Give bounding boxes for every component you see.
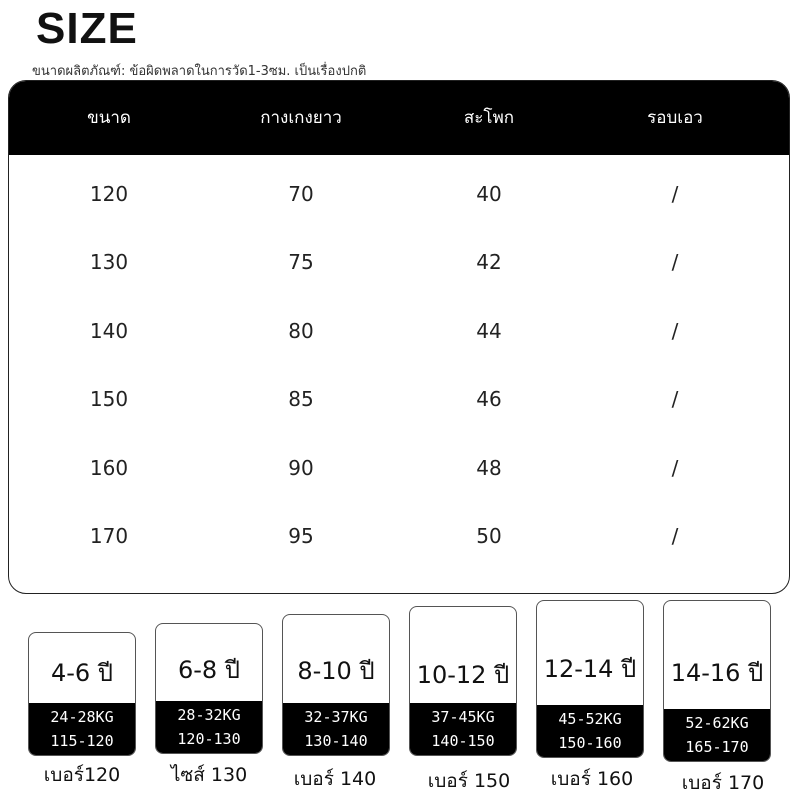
card-age: 8-10 ปี [297,657,375,685]
cell-waist: / [671,319,679,343]
card-height: 150-160 [558,734,622,752]
cell-waist: / [671,456,679,480]
card-weight: 28-32KG [177,706,241,724]
cell-pants-length: 90 [288,456,314,480]
card-spec [29,703,135,755]
card-weight: 45-52KG [558,710,622,728]
cell-hip: 48 [476,456,502,480]
header-size: ขนาด [87,108,131,128]
size-card [155,623,263,754]
card-caption: เบอร์120 [43,764,121,786]
card-caption: เบอร์ 140 [293,768,377,790]
size-card [663,600,771,762]
cell-hip: 42 [476,250,502,274]
card-weight: 24-28KG [50,708,114,726]
table-row [9,365,789,433]
cell-pants-length: 75 [288,250,314,274]
card-age: 12-14 ปี [543,655,637,683]
cell-pants-length: 85 [288,387,314,411]
table-row [9,297,789,365]
card-height: 120-130 [177,730,241,748]
card-spec [664,709,770,761]
table-row [9,502,789,570]
cell-hip: 44 [476,319,502,343]
cell-size: 150 [89,387,129,411]
table-row [9,160,789,228]
card-weight: 52-62KG [685,714,749,732]
card-height: 140-150 [431,732,495,750]
cell-size: 130 [89,250,129,274]
card-age: 14-16 ปี [670,659,764,687]
cell-size: 170 [89,524,129,548]
card-height: 115-120 [50,732,114,750]
card-spec [410,703,516,755]
table-row [9,434,789,502]
card-weight: 37-45KG [431,708,495,726]
cell-hip: 50 [476,524,502,548]
page-title: SIZE [36,4,138,53]
cell-size: 120 [89,182,129,206]
card-caption: ไซส์ 130 [170,764,248,786]
card-height: 165-170 [685,738,749,756]
card-weight: 32-37KG [304,708,368,726]
card-caption: เบอร์ 150 [427,770,511,792]
cell-pants-length: 95 [288,524,314,548]
card-age: 6-8 ปี [177,656,241,684]
table-row [9,228,789,296]
cell-waist: / [671,250,679,274]
header-pants-length: กางเกงยาว [260,108,342,128]
cell-hip: 40 [476,182,502,206]
size-card [282,614,390,756]
cell-waist: / [671,387,679,411]
header-waist: รอบเอว [647,108,703,128]
size-card [28,632,136,756]
size-table [8,80,790,594]
card-age: 10-12 ปี [416,661,510,689]
header-hip: สะโพก [463,108,515,128]
card-age: 4-6 ปี [50,659,114,687]
size-cards [0,600,800,800]
card-caption: เบอร์ 170 [681,772,765,794]
card-spec [156,701,262,753]
cell-hip: 46 [476,387,502,411]
cell-size: 160 [89,456,129,480]
cell-pants-length: 70 [288,182,314,206]
cell-waist: / [671,524,679,548]
cell-size: 140 [89,319,129,343]
card-caption: เบอร์ 160 [550,768,634,790]
measurement-note: ขนาดผลิตภัณฑ์: ข้อผิดพลาดในการวัด1-3ซม. เป็นเรื่องปกติ [32,64,367,79]
cell-waist: / [671,182,679,206]
cell-pants-length: 80 [288,319,314,343]
card-height: 130-140 [304,732,368,750]
size-card [536,600,644,758]
table-header [9,81,789,155]
card-spec [283,703,389,755]
size-card [409,606,517,756]
card-spec [537,705,643,757]
